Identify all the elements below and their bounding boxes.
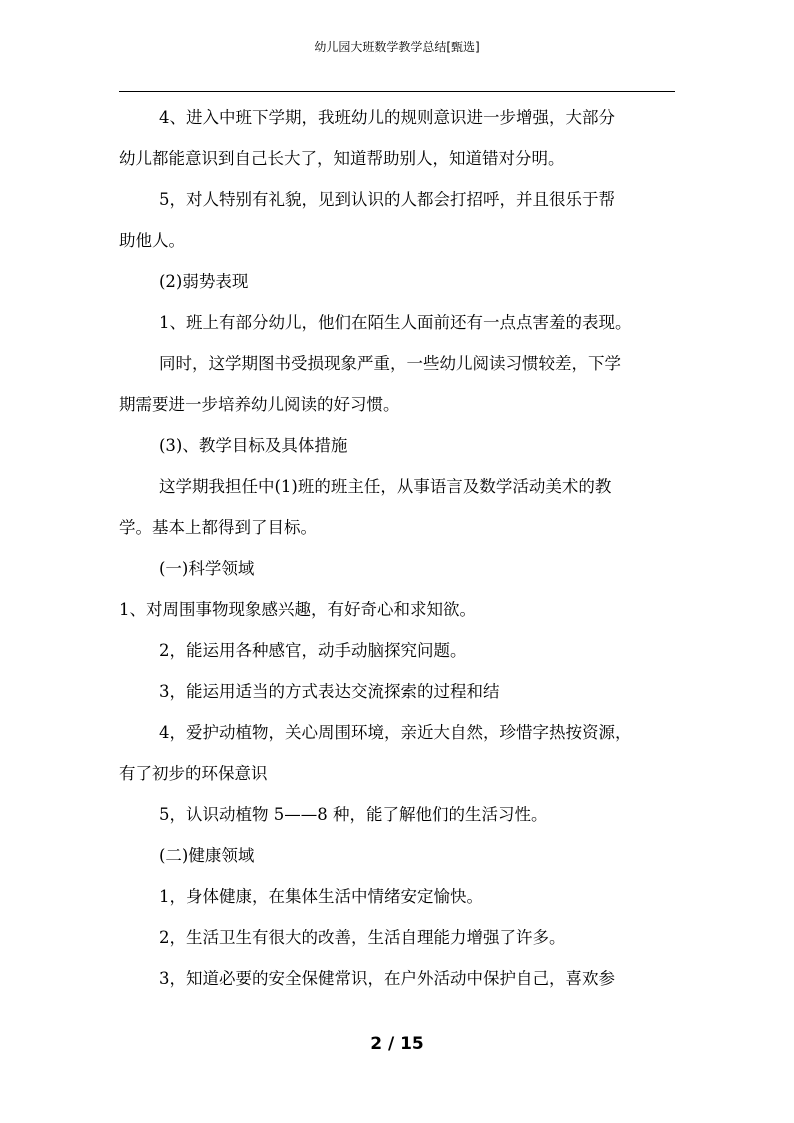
paragraph-line: 助他人。	[119, 231, 185, 250]
document-body	[119, 104, 679, 1006]
list-item: 1、对周围事物现象感兴趣，有好奇心和求知欲。	[119, 600, 476, 619]
paragraph-line: 4、进入中班下学期，我班幼儿的规则意识进一步增强，大部分	[159, 108, 615, 127]
list-item: 有了初步的环保意识	[119, 764, 268, 783]
list-item: 2，能运用各种感官，动手动脑探究问题。	[159, 641, 467, 660]
list-item: 3，知道必要的安全保健常识，在户外活动中保护自己，喜欢参	[159, 969, 615, 988]
paragraph-line: 幼儿都能意识到自己长大了，知道帮助别人，知道错对分明。	[119, 149, 565, 168]
section-heading: (二)健康领域	[159, 846, 255, 865]
list-item: 3，能运用适当的方式表达交流探索的过程和结	[159, 682, 500, 701]
list-item: 4，爱护动植物，关心周围环境，亲近大自然，珍惜字热按资源，	[159, 723, 632, 742]
list-item: 2，生活卫生有很大的改善，生活自理能力增强了许多。	[159, 928, 566, 947]
section-heading: (一)科学领域	[159, 559, 255, 578]
page-number: 2 / 15	[370, 1034, 424, 1054]
paragraph-line: 这学期我担任中(1)班的班主任，从事语言及数学活动美术的教	[159, 477, 612, 496]
header-divider	[119, 91, 675, 92]
list-item: 1，身体健康，在集体生活中情绪安定愉快。	[159, 887, 483, 906]
section-heading: (2)弱势表现	[159, 272, 249, 291]
paragraph-line: 同时，这学期图书受损现象严重，一些幼儿阅读习惯较差，下学	[159, 354, 621, 373]
paragraph-line: 学。基本上都得到了目标。	[119, 518, 317, 537]
list-item: 5，认识动植物 5——8 种，能了解他们的生活习性。	[159, 805, 548, 824]
section-heading: (3)、教学目标及具体措施	[159, 436, 348, 455]
paragraph-line: 5，对人特别有礼貌，见到认识的人都会打招呼，并且很乐于帮	[159, 190, 615, 209]
page-header-title: 幼儿园大班数学教学总结[甄选]	[314, 40, 480, 54]
paragraph-line: 1、班上有部分幼儿，他们在陌生人面前还有一点点害羞的表现。	[159, 313, 632, 332]
paragraph-line: 期需要进一步培养幼儿阅读的好习惯。	[119, 395, 400, 414]
